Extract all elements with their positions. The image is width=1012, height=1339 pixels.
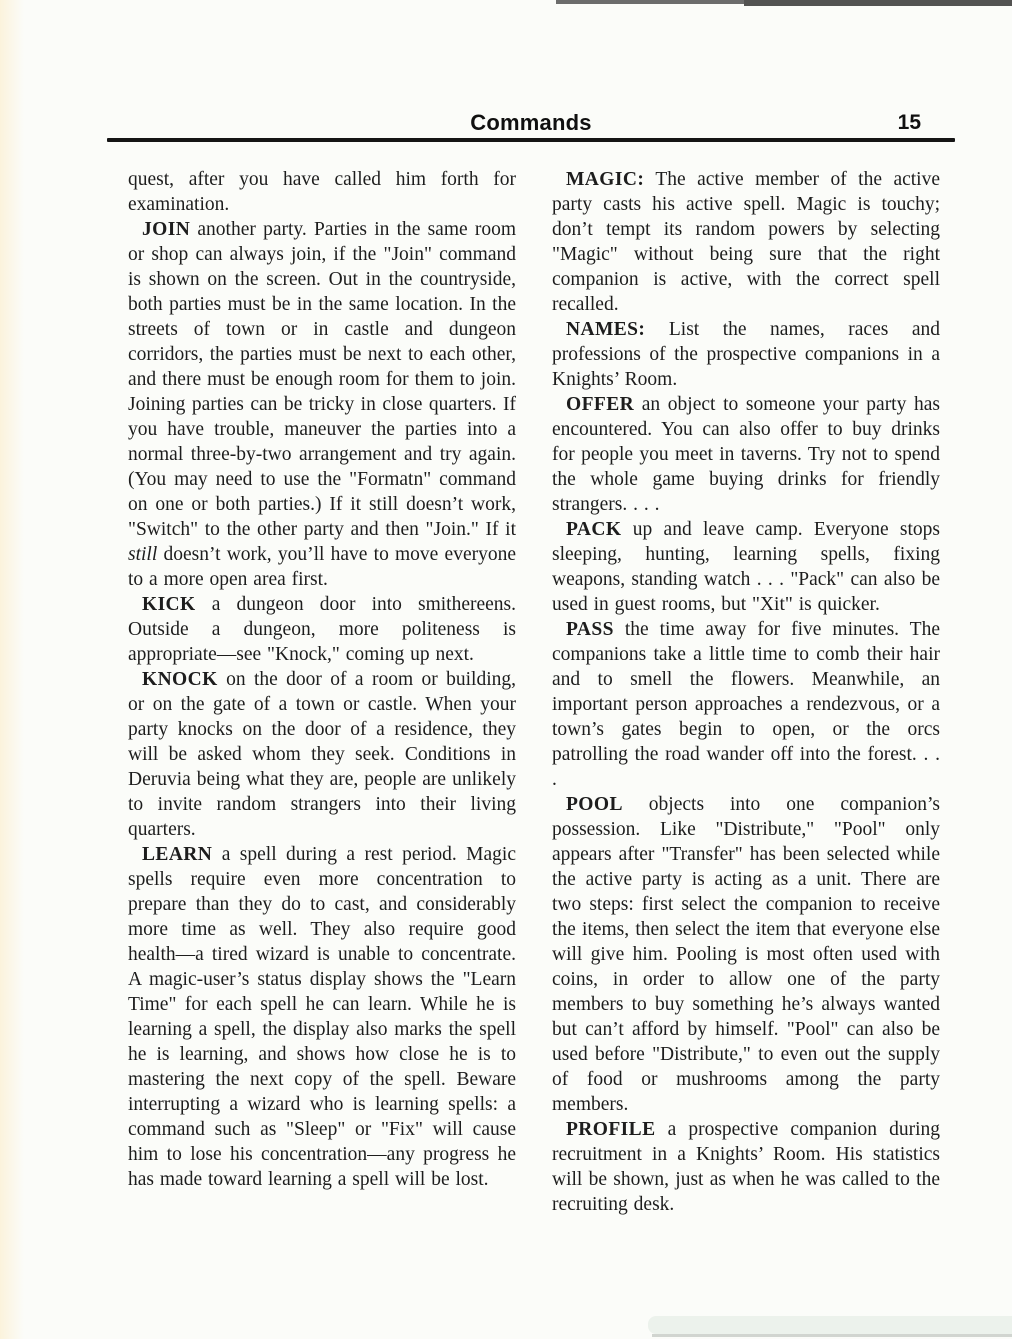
left-column xyxy=(128,167,516,1217)
right-column xyxy=(552,167,940,1217)
command-entry-join: JOIN another party. Parties in the same room or shop can always join, if the "Join" command is shown on the screen. Out in the countryside, both parties must be in the same location. In the streets of town or in castle and dungeon corridors, the parties must be next to each other, and there must be enough room for them to join. Joining parties can be tricky in close quarters. If you have trouble, maneuver the parties into a normal three-by-two arrangement and try again. (You may need to use the "Formatn" command on one or both parties.) If it still doesn’t work, "Switch" to the other party and then "Join." If it still doesn’t work, you’ll have to move everyone to a more open area first. xyxy=(128,219,517,590)
command-entry-pack: PACK up and leave camp. Everyone stops sleeping, hunting, learning spells, fixing weapons, standing watch . . . "Pack" can also be used in guest rooms, but "Xit" is quicker. xyxy=(552,519,941,615)
scan-artifact-bottom-smudge xyxy=(648,1316,1012,1334)
scan-left-edge-tint xyxy=(0,0,24,1339)
scan-artifact-top-right-segment xyxy=(744,0,1012,6)
command-keyword: PACK xyxy=(566,519,622,540)
command-entry-names: NAMES: List the names, races and professions of the prospective companions in a Knights’ Room. xyxy=(552,319,940,390)
scan-artifact-bottom-line xyxy=(652,1334,1012,1337)
command-keyword: KICK xyxy=(142,594,196,615)
command-entry-pass: PASS the time away for five minutes. The companions take a little time to comb their hair and to smell the flowers. Meanwhile, an important person approaches a rendezvous, or a town’s gates begin to open, or the orcs patrolling the road wander off into the forest. . . . xyxy=(552,619,940,790)
command-keyword: KNOCK xyxy=(142,669,218,690)
command-keyword: NAMES: xyxy=(566,319,646,340)
command-keyword: JOIN xyxy=(142,219,191,240)
header-rule xyxy=(107,138,955,142)
command-keyword: PROFILE xyxy=(566,1119,656,1140)
command-keyword: MAGIC: xyxy=(566,169,645,190)
scan-artifact-top-left-segment xyxy=(556,0,744,4)
continued-paragraph: quest, after you have called him forth for examination. xyxy=(128,169,516,215)
command-keyword: POOL xyxy=(566,794,623,815)
page-header xyxy=(107,110,955,140)
page-title: Commands xyxy=(470,110,592,135)
command-keyword: LEARN xyxy=(142,844,213,865)
command-entry-pool: POOL objects into one companion’s possession. Like "Distribute," "Pool" only appears after "Transfer" has been selected while the active party is acting as a unit. There are two steps: first select the companion to receive the items, then select the item that everyone else will give him. Pooling is most often used with coins, in order to allow one of the party members to buy something he’s always wanted but can’t afford by himself. "Pool" can also be used before "Distribute," to even out the supply of food or mushrooms among the party members. xyxy=(552,794,940,1115)
text-columns xyxy=(128,167,940,1217)
command-entry-profile: PROFILE a prospective companion during recruitment in a Knights’ Room. His statistics will be shown, just as when he was called to the recruiting desk. xyxy=(552,1119,940,1215)
command-entry-offer: OFFER an object to someone your party has encountered. You can also offer to buy drinks for people you meet in taverns. Try not to spend the whole game buying drinks for friendly strangers. . . . xyxy=(552,394,940,515)
command-entry-knock: KNOCK on the door of a room or building, or on the gate of a town or castle. When your party knocks on the door of a residence, they will be asked whom they seek. Conditions in Deruvia being what they are, people are unlikely to invite random strangers into their living quarters. xyxy=(128,669,517,840)
page-number: 15 xyxy=(897,111,921,134)
command-keyword: PASS xyxy=(566,619,614,640)
command-entry-magic: MAGIC: The active member of the active party casts his active spell. Magic is touchy; don’t tempt its random powers by selecting "Magic" without being sure that the right companion is active, with the correct spell recalled. xyxy=(552,169,940,315)
command-entry-learn: LEARN a spell during a rest period. Magic spells require even more concentration to prepare than they do to cast, and considerably more time as well. They also require good health—a tired wizard is unable to concentrate. A magic-user’s status display shows the "Learn Time" for each spell he can learn. While he is learning a spell, the display also marks the spell he is learning, and shows how close he is to mastering the next copy of the spell. Beware interrupting a wizard who is learning spells: a command such as "Sleep" or "Fix" will cause him to lose his concentration—any progress he has made toward learning a spell will be lost. xyxy=(128,844,517,1190)
command-entry-kick: KICK a dungeon door into smithereens. Outside a dungeon, more politeness is appropriate—see "Knock," coming up next. xyxy=(128,594,517,665)
command-keyword: OFFER xyxy=(566,394,635,415)
italic-emphasis: still xyxy=(128,544,158,565)
